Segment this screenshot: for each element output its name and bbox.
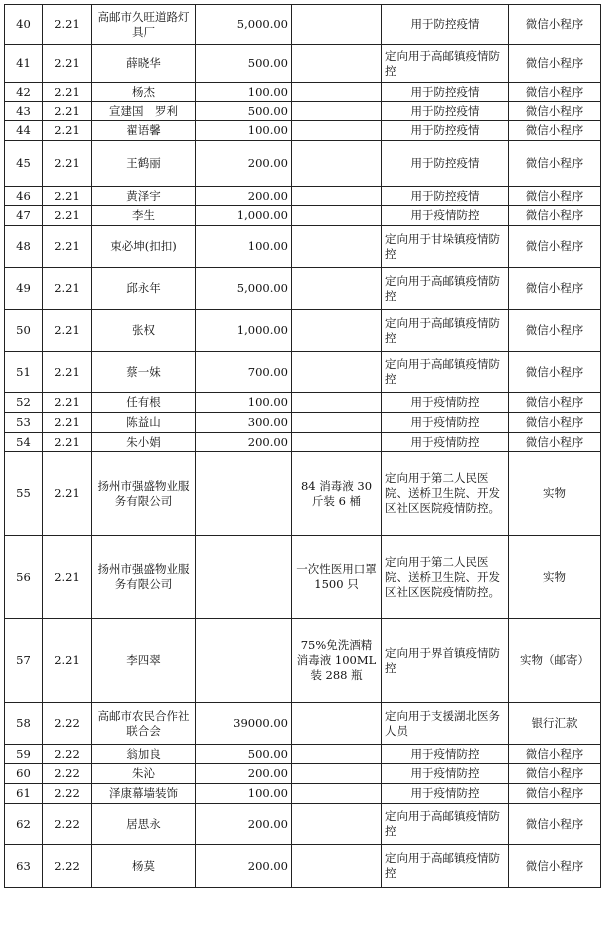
row-number: 46: [5, 187, 43, 206]
row-date: 2.21: [43, 310, 92, 352]
donation-amount: [196, 536, 292, 619]
table-row: [5, 206, 601, 226]
donation-purpose: 用于防控疫情: [382, 102, 509, 121]
donation-purpose: 用于防控疫情: [382, 187, 509, 206]
donation-purpose: 定向用于支援湖北医务人员: [382, 703, 509, 745]
donor-name: 翟语馨: [92, 121, 196, 141]
row-number: 63: [5, 845, 43, 888]
table-row: [5, 5, 601, 45]
table-row: [5, 536, 601, 619]
donor-name: 薛晓华: [92, 45, 196, 83]
donation-amount: 100.00: [196, 83, 292, 102]
row-number: 62: [5, 804, 43, 845]
donated-items: [292, 187, 382, 206]
donor-name: 蔡一妹: [92, 352, 196, 393]
donated-items: 84 消毒液 30 斤装 6 桶: [292, 452, 382, 536]
donor-name: 翁加良: [92, 745, 196, 764]
donation-channel: 微信小程序: [509, 352, 601, 393]
table-row: [5, 102, 601, 121]
table-row: [5, 804, 601, 845]
row-number: 40: [5, 5, 43, 45]
row-date: 2.21: [43, 433, 92, 452]
donation-channel: 微信小程序: [509, 268, 601, 310]
table-row: [5, 845, 601, 888]
table-row: [5, 268, 601, 310]
donated-items: [292, 413, 382, 433]
donated-items: [292, 393, 382, 413]
donation-amount: 100.00: [196, 784, 292, 804]
donation-amount: 500.00: [196, 45, 292, 83]
donation-amount: 1,000.00: [196, 206, 292, 226]
row-number: 51: [5, 352, 43, 393]
donation-amount: 100.00: [196, 393, 292, 413]
donated-items: [292, 804, 382, 845]
donated-items: [292, 703, 382, 745]
row-date: 2.21: [43, 102, 92, 121]
donor-name: 黄泽宇: [92, 187, 196, 206]
donation-channel: 微信小程序: [509, 206, 601, 226]
donation-channel: 微信小程序: [509, 310, 601, 352]
donation-amount: 300.00: [196, 413, 292, 433]
row-date: 2.21: [43, 83, 92, 102]
table-row: [5, 45, 601, 83]
donation-amount: 200.00: [196, 804, 292, 845]
donor-name: 张权: [92, 310, 196, 352]
donor-name: 高邮市农民合作社联合会: [92, 703, 196, 745]
table-row: [5, 187, 601, 206]
donation-amount: 100.00: [196, 121, 292, 141]
donation-purpose: 定向用于高邮镇疫情防控: [382, 845, 509, 888]
donation-channel: 实物（邮寄）: [509, 619, 601, 703]
donation-purpose: 用于疫情防控: [382, 764, 509, 784]
donation-amount: 200.00: [196, 187, 292, 206]
donor-name: 王鹤丽: [92, 141, 196, 187]
table-row: [5, 745, 601, 764]
donated-items: 75%免洗酒精消毒液 100ML 装 288 瓶: [292, 619, 382, 703]
donation-purpose: 用于疫情防控: [382, 433, 509, 452]
donation-purpose: 定向用于甘垛镇疫情防控: [382, 226, 509, 268]
row-number: 59: [5, 745, 43, 764]
donation-channel: 微信小程序: [509, 141, 601, 187]
table-row: [5, 352, 601, 393]
row-date: 2.21: [43, 619, 92, 703]
donation-channel: 微信小程序: [509, 187, 601, 206]
table-row: [5, 764, 601, 784]
row-date: 2.21: [43, 413, 92, 433]
donation-channel: 微信小程序: [509, 393, 601, 413]
donor-name: 陈益山: [92, 413, 196, 433]
row-date: 2.21: [43, 226, 92, 268]
donation-amount: 500.00: [196, 745, 292, 764]
table-row: [5, 784, 601, 804]
row-date: 2.22: [43, 784, 92, 804]
row-date: 2.22: [43, 703, 92, 745]
row-number: 60: [5, 764, 43, 784]
donated-items: [292, 226, 382, 268]
row-date: 2.21: [43, 268, 92, 310]
donation-purpose: 用于防控疫情: [382, 121, 509, 141]
table-row: [5, 310, 601, 352]
donor-name: 泽康幕墙装饰: [92, 784, 196, 804]
donation-amount: 100.00: [196, 226, 292, 268]
donated-items: [292, 206, 382, 226]
donation-purpose: 用于防控疫情: [382, 141, 509, 187]
row-date: 2.21: [43, 5, 92, 45]
table-row: [5, 619, 601, 703]
row-number: 48: [5, 226, 43, 268]
donation-purpose: 定向用于高邮镇疫情防控: [382, 310, 509, 352]
table-row: [5, 413, 601, 433]
donated-items: [292, 102, 382, 121]
donated-items: [292, 268, 382, 310]
donation-purpose: 定向用于界首镇疫情防控: [382, 619, 509, 703]
donated-items: [292, 784, 382, 804]
table-row: [5, 121, 601, 141]
donation-amount: 500.00: [196, 102, 292, 121]
row-number: 54: [5, 433, 43, 452]
row-number: 52: [5, 393, 43, 413]
row-number: 49: [5, 268, 43, 310]
donation-channel: 微信小程序: [509, 804, 601, 845]
donor-name: 李生: [92, 206, 196, 226]
row-number: 55: [5, 452, 43, 536]
donation-purpose: 用于防控疫情: [382, 5, 509, 45]
donation-purpose: 定向用于高邮镇疫情防控: [382, 804, 509, 845]
donation-purpose: 用于疫情防控: [382, 393, 509, 413]
row-number: 41: [5, 45, 43, 83]
row-number: 61: [5, 784, 43, 804]
row-date: 2.21: [43, 141, 92, 187]
donation-amount: 5,000.00: [196, 5, 292, 45]
donation-purpose: 定向用于第二人民医院、送桥卫生院、开发区社区医院疫情防控。: [382, 536, 509, 619]
donor-name: 扬州市强盛物业服务有限公司: [92, 536, 196, 619]
table-row: [5, 393, 601, 413]
row-number: 42: [5, 83, 43, 102]
donated-items: [292, 121, 382, 141]
donation-amount: 200.00: [196, 845, 292, 888]
donor-name: 杨莫: [92, 845, 196, 888]
donation-purpose: 定向用于高邮镇疫情防控: [382, 45, 509, 83]
donor-name: 宣建国 罗利: [92, 102, 196, 121]
donation-amount: 200.00: [196, 141, 292, 187]
table-row: [5, 141, 601, 187]
donation-channel: 微信小程序: [509, 83, 601, 102]
donor-name: 杨杰: [92, 83, 196, 102]
row-number: 45: [5, 141, 43, 187]
donation-purpose: 用于疫情防控: [382, 206, 509, 226]
donor-name: 束必坤(扣扣): [92, 226, 196, 268]
donated-items: [292, 764, 382, 784]
donation-purpose: 用于疫情防控: [382, 413, 509, 433]
donation-channel: 微信小程序: [509, 764, 601, 784]
donation-amount: 200.00: [196, 433, 292, 452]
donor-name: 李四翠: [92, 619, 196, 703]
donated-items: [292, 310, 382, 352]
donor-name: 任有根: [92, 393, 196, 413]
donated-items: [292, 141, 382, 187]
table-body: [5, 5, 601, 888]
donor-name: 高邮市久旺道路灯具厂: [92, 5, 196, 45]
donation-channel: 微信小程序: [509, 433, 601, 452]
donation-channel: 微信小程序: [509, 845, 601, 888]
donated-items: [292, 83, 382, 102]
table-row: [5, 83, 601, 102]
donation-channel: 银行汇款: [509, 703, 601, 745]
table-row: [5, 433, 601, 452]
row-date: 2.21: [43, 121, 92, 141]
donation-amount: [196, 619, 292, 703]
row-date: 2.21: [43, 45, 92, 83]
donation-purpose: 定向用于高邮镇疫情防控: [382, 268, 509, 310]
row-date: 2.21: [43, 393, 92, 413]
row-number: 53: [5, 413, 43, 433]
row-date: 2.22: [43, 745, 92, 764]
donor-name: 扬州市强盛物业服务有限公司: [92, 452, 196, 536]
donation-channel: 微信小程序: [509, 784, 601, 804]
donation-channel: 微信小程序: [509, 745, 601, 764]
donation-channel: 实物: [509, 452, 601, 536]
donor-name: 邱永年: [92, 268, 196, 310]
donation-purpose: 定向用于第二人民医院、送桥卫生院、开发区社区医院疫情防控。: [382, 452, 509, 536]
donation-purpose: 用于疫情防控: [382, 784, 509, 804]
donation-channel: 微信小程序: [509, 413, 601, 433]
donation-purpose: 用于疫情防控: [382, 745, 509, 764]
row-number: 44: [5, 121, 43, 141]
row-date: 2.21: [43, 206, 92, 226]
row-number: 57: [5, 619, 43, 703]
donation-table: [4, 4, 601, 888]
row-number: 58: [5, 703, 43, 745]
donated-items: [292, 5, 382, 45]
row-number: 47: [5, 206, 43, 226]
row-date: 2.21: [43, 352, 92, 393]
donation-channel: 实物: [509, 536, 601, 619]
row-date: 2.22: [43, 804, 92, 845]
donated-items: [292, 352, 382, 393]
donation-amount: 1,000.00: [196, 310, 292, 352]
donation-amount: 200.00: [196, 764, 292, 784]
row-date: 2.21: [43, 536, 92, 619]
row-date: 2.21: [43, 187, 92, 206]
donor-name: 朱沁: [92, 764, 196, 784]
row-number: 56: [5, 536, 43, 619]
donation-purpose: 用于防控疫情: [382, 83, 509, 102]
donation-amount: 700.00: [196, 352, 292, 393]
table-row: [5, 703, 601, 745]
donor-name: 朱小娟: [92, 433, 196, 452]
table-row: [5, 226, 601, 268]
row-date: 2.22: [43, 845, 92, 888]
donated-items: [292, 745, 382, 764]
donated-items: 一次性医用口罩 1500 只: [292, 536, 382, 619]
donation-channel: 微信小程序: [509, 45, 601, 83]
donation-channel: 微信小程序: [509, 226, 601, 268]
donation-amount: 39000.00: [196, 703, 292, 745]
row-number: 50: [5, 310, 43, 352]
donation-amount: 5,000.00: [196, 268, 292, 310]
donation-channel: 微信小程序: [509, 102, 601, 121]
donation-purpose: 定向用于高邮镇疫情防控: [382, 352, 509, 393]
donated-items: [292, 45, 382, 83]
donation-channel: 微信小程序: [509, 121, 601, 141]
donated-items: [292, 433, 382, 452]
donor-name: 居思永: [92, 804, 196, 845]
table-row: [5, 452, 601, 536]
donation-channel: 微信小程序: [509, 5, 601, 45]
row-number: 43: [5, 102, 43, 121]
donation-amount: [196, 452, 292, 536]
row-date: 2.21: [43, 452, 92, 536]
donated-items: [292, 845, 382, 888]
row-date: 2.22: [43, 764, 92, 784]
